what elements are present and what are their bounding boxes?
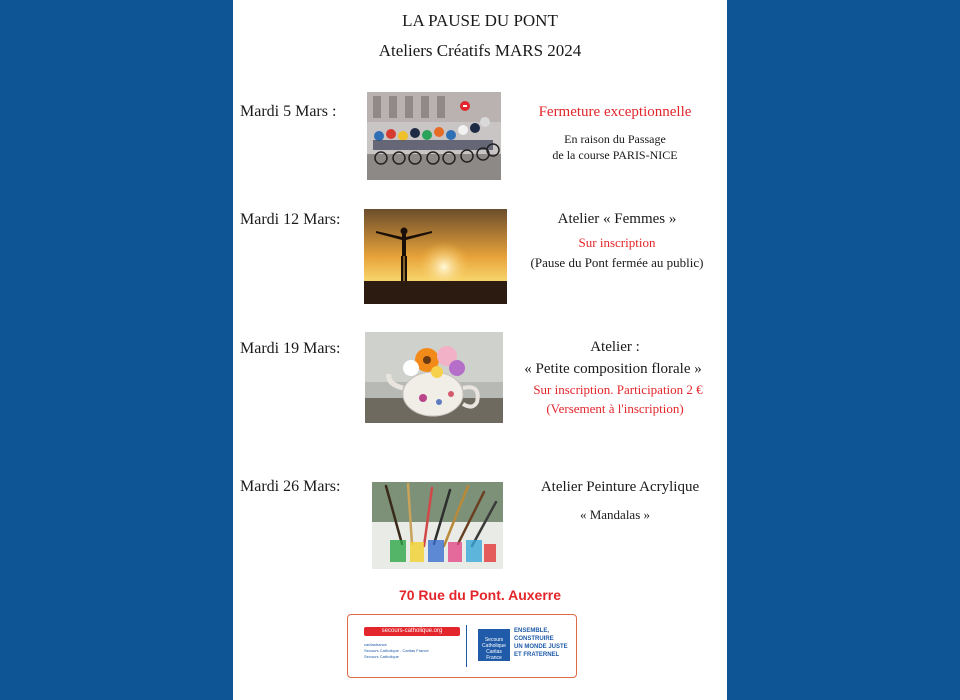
- event-subtitle: « Mandalas »: [579, 507, 651, 522]
- event-title: Fermeture exceptionnelle: [538, 104, 692, 120]
- event-title: Atelier Peinture Acrylique: [540, 479, 700, 495]
- footer-logo-card: [347, 614, 577, 678]
- website-badge: [364, 627, 460, 636]
- paintbrushes-photo: [372, 482, 503, 569]
- social-item: Secours Catholique - Caritas France: [364, 648, 429, 653]
- event-line: de la course PARIS-NICE: [552, 148, 678, 162]
- social-list: [364, 642, 429, 660]
- event-date: Mardi 19 Mars:: [240, 340, 341, 357]
- woman-sunset-silhouette-photo: [364, 209, 507, 304]
- teapot-flowers-photo: [365, 332, 503, 423]
- secours-catholique-logo: Secours Catholique Caritas France: [478, 629, 510, 661]
- social-item: Secours Catholique: [364, 654, 399, 659]
- event-date: Mardi 5 Mars :: [240, 103, 337, 120]
- event-date: Mardi 12 Mars:: [240, 211, 341, 228]
- event-title: Atelier :: [590, 339, 640, 355]
- event-note: Sur inscription. Participation 2 €: [533, 382, 703, 397]
- address-text: 70 Rue du Pont. Auxerre: [398, 587, 562, 603]
- divider: [466, 625, 467, 667]
- flyer-title: LA PAUSE DU PONT: [402, 11, 558, 30]
- event-subtitle: « Petite composition florale »: [524, 361, 702, 377]
- event-date: Mardi 26 Mars:: [240, 478, 341, 495]
- event-title: Atelier « Femmes »: [557, 211, 677, 227]
- event-line: En raison du Passage: [564, 132, 666, 146]
- flyer-page: [233, 0, 727, 700]
- event-detail: (Pause du Pont fermée au public): [530, 255, 704, 270]
- event-detail: (Versement à l'inscription): [546, 401, 684, 416]
- slogan: ENSEMBLE, CONSTRUIRE UN MONDE JUSTE ET FRATERNEL: [514, 628, 568, 658]
- social-item: caritasfrance: [364, 642, 387, 647]
- website-text: secours-catholique.org: [381, 628, 443, 634]
- cyclists-race-photo: [367, 92, 501, 180]
- event-note: Sur inscription: [578, 235, 656, 250]
- flyer-subtitle: Ateliers Créatifs MARS 2024: [378, 41, 582, 60]
